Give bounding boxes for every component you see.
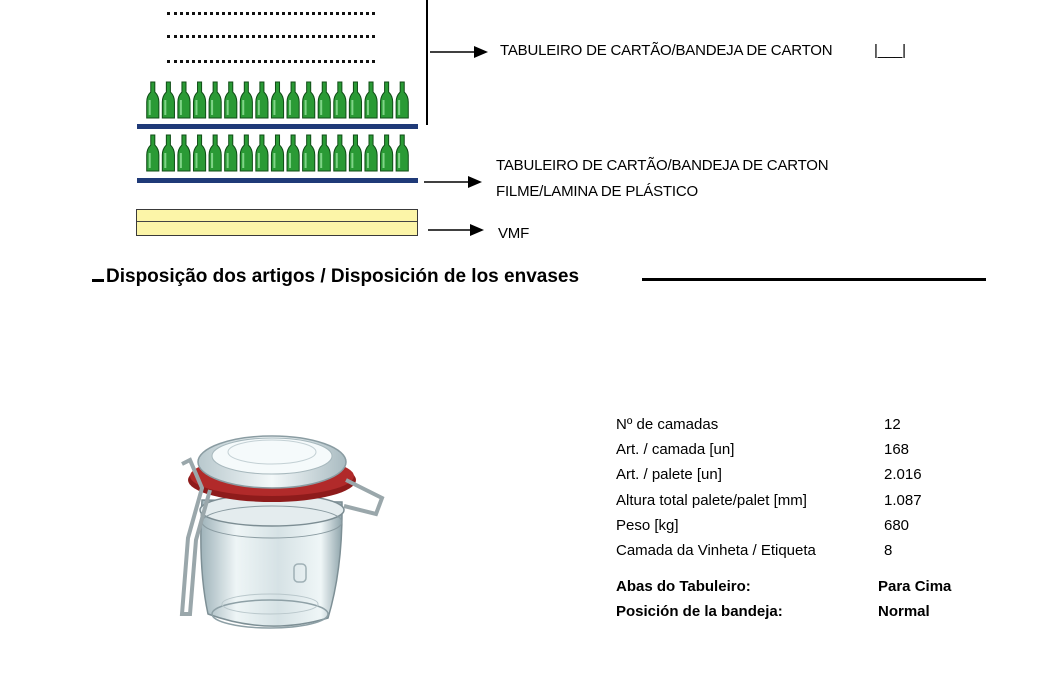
bottle-icon: [396, 82, 408, 118]
bottle-icon: [271, 135, 283, 171]
stat-value: 8: [884, 542, 893, 559]
bottle-icon: [287, 135, 299, 171]
stat-value: 2.016: [884, 466, 922, 483]
bottle-icon: [381, 82, 393, 118]
bottle-icon: [318, 135, 330, 171]
bottle-icon: [365, 135, 377, 171]
bottle-icon: [365, 82, 377, 118]
arrow-right-icon: [424, 175, 482, 189]
bottle-icon: [147, 82, 159, 118]
bottle-icon: [225, 135, 237, 171]
bottle-row-bottom: [145, 133, 410, 173]
stat-label: Art. / camada [un]: [616, 441, 735, 458]
section-rule-left: [92, 279, 104, 282]
bottle-icon: [178, 135, 190, 171]
stat-label: Altura total palete/palet [mm]: [616, 492, 807, 509]
arrow-right-icon: [430, 45, 488, 59]
film-label: FILME/LAMINA DE PLÁSTICO: [496, 183, 698, 200]
tray-bar-bottom: [137, 178, 418, 183]
bottle-icon: [193, 135, 205, 171]
bottle-icon: [334, 82, 346, 118]
bottle-icon: [318, 82, 330, 118]
stat-label: Art. / palete [un]: [616, 466, 722, 483]
stat-value: 168: [884, 441, 910, 458]
stat-label: Peso [kg]: [616, 517, 679, 534]
bottle-icon: [256, 82, 268, 118]
dotted-layer-line: [167, 35, 375, 38]
tray-abas-label: Abas do Tabuleiro:: [616, 578, 751, 595]
bottle-icon: [193, 82, 205, 118]
stat-value: 1.087: [884, 492, 922, 509]
bottle-icon: [349, 82, 361, 118]
arrow-right-icon: [428, 223, 484, 237]
pallet-base: [136, 209, 418, 236]
bottle-icon: [381, 135, 393, 171]
dotted-layer-line: [167, 60, 375, 63]
bottle-icon: [240, 82, 252, 118]
bottle-icon: [225, 82, 237, 118]
stat-label: Nº de camadas: [616, 416, 719, 433]
bottle-icon: [303, 82, 315, 118]
bottle-icon: [271, 82, 283, 118]
tray-posicion-label: Posición de la bandeja:: [616, 603, 783, 620]
bottle-icon: [162, 135, 174, 171]
bottle-icon: [209, 82, 221, 118]
bottle-icon: [209, 135, 221, 171]
bottle-icon: [240, 135, 252, 171]
bottle-icon: [287, 82, 299, 118]
tray-top-box-symbol: |___|: [874, 42, 906, 59]
glass-jar-with-clip-lid-icon: [168, 418, 396, 640]
bottle-icon: [162, 82, 174, 118]
section-title: Disposição dos artigos / Disposición de los envases: [106, 266, 580, 287]
section-rule-right: [642, 278, 986, 281]
stat-label: Camada da Vinheta / Etiqueta: [616, 542, 816, 559]
bottle-icon: [256, 135, 268, 171]
dotted-layer-line: [167, 12, 375, 15]
tray-posicion-value: Normal: [878, 603, 930, 620]
bottle-icon: [178, 82, 190, 118]
tray-abas-value: Para Cima: [878, 578, 952, 595]
stat-value: 680: [884, 517, 910, 534]
tray-bottom-label: TABULEIRO DE CARTÃO/BANDEJA DE CARTON: [496, 157, 829, 174]
stat-value: 12: [884, 416, 901, 433]
bottle-row-top: [145, 80, 410, 120]
tray-bar-top: [137, 124, 418, 129]
height-indicator-line: [426, 0, 428, 125]
vmf-label: VMF: [498, 225, 530, 242]
bottle-icon: [349, 135, 361, 171]
bottle-icon: [396, 135, 408, 171]
bottle-icon: [334, 135, 346, 171]
tray-top-label: TABULEIRO DE CARTÃO/BANDEJA DE CARTON: [500, 42, 833, 59]
bottle-icon: [303, 135, 315, 171]
bottle-icon: [147, 135, 159, 171]
